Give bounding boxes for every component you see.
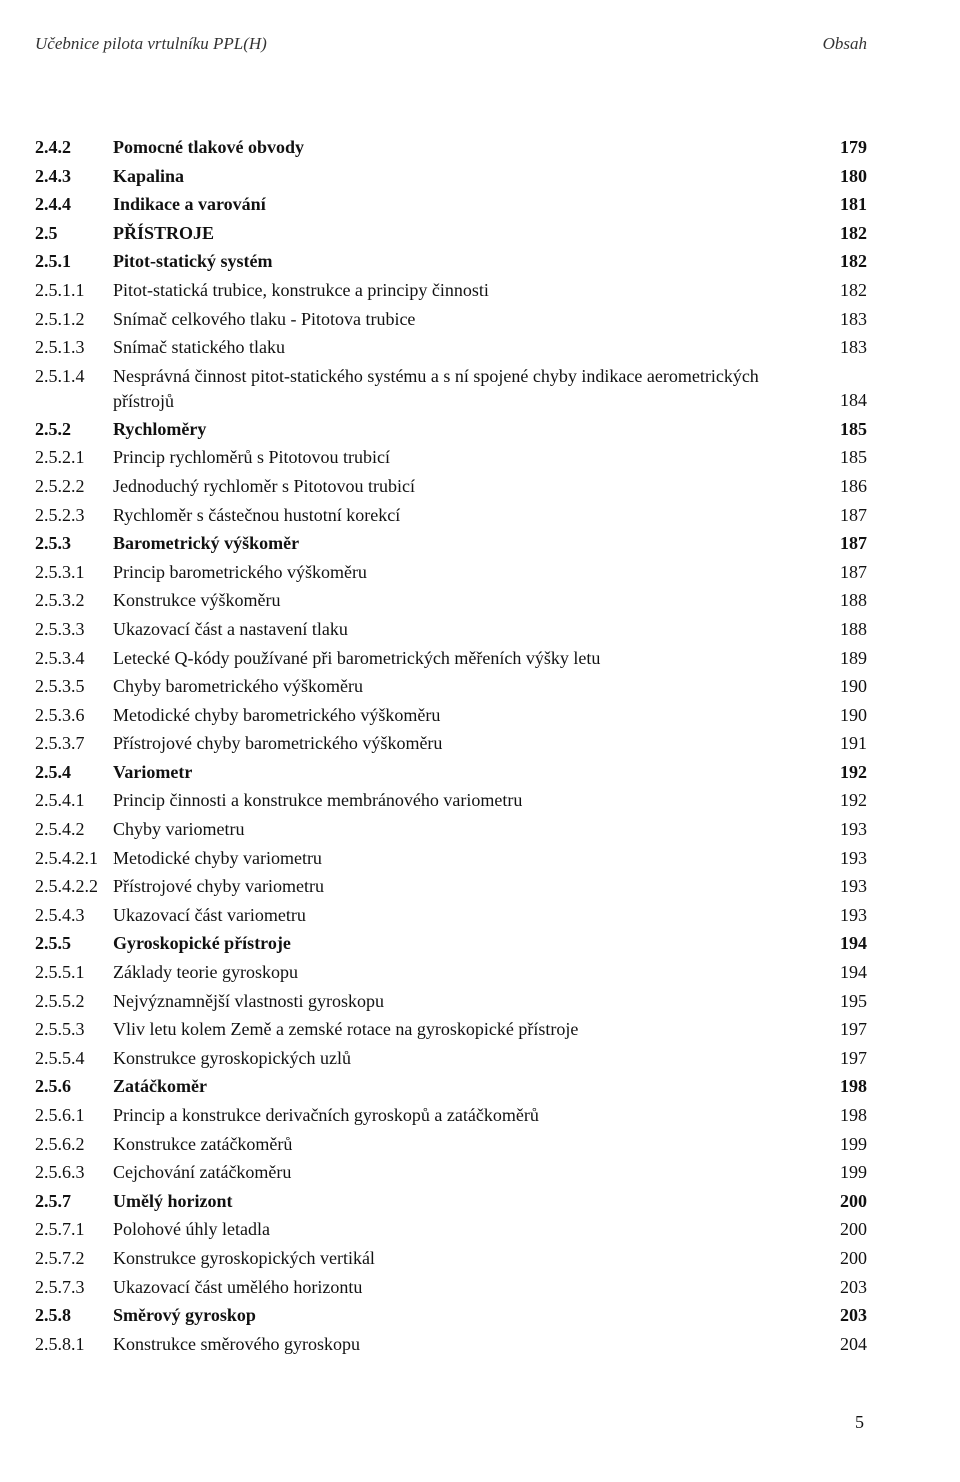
toc-entry-number: 2.5.1 xyxy=(35,251,71,272)
toc-entry-title: Pitot-statický systém xyxy=(113,251,273,272)
toc-entry-number: 2.5.4.2 xyxy=(35,819,85,840)
toc-entry-page: 193 xyxy=(840,904,867,925)
toc-entry xyxy=(35,501,867,530)
toc-entry-title: Rychloměry xyxy=(113,418,207,439)
toc-entry xyxy=(35,1044,867,1073)
toc-entry-page: 187 xyxy=(840,561,867,582)
toc-entry-number: 2.5.4.1 xyxy=(35,790,85,811)
toc-entry-title: Pitot-statická trubice, konstrukce a principy činnosti xyxy=(113,279,489,300)
toc-entry-number: 2.4.4 xyxy=(35,194,71,215)
toc-entry-page: 200 xyxy=(840,1247,867,1268)
toc-entry-page: 198 xyxy=(840,1076,867,1097)
toc-entry-page: 204 xyxy=(840,1333,867,1354)
toc-entry-number: 2.5.6.2 xyxy=(35,1133,85,1154)
toc-entry-number: 2.5.3.3 xyxy=(35,618,85,639)
toc-entry-title: Nesprávná činnost pitot-statického systému a s ní spojené chyby indikace aerometrických přístrojů xyxy=(113,365,759,411)
toc-entry-page: 190 xyxy=(840,676,867,697)
toc-entry-page: 182 xyxy=(840,222,867,243)
toc-entry-page: 190 xyxy=(840,704,867,725)
toc-entry-title: Vliv letu kolem Země a zemské rotace na gyroskopické přístroje xyxy=(113,1019,579,1040)
toc-entry-number: 2.5.3 xyxy=(35,533,71,554)
toc-entry xyxy=(35,958,867,987)
toc-entry xyxy=(35,1273,867,1302)
toc-entry-title: Metodické chyby variometru xyxy=(113,847,322,868)
toc-entry-page: 183 xyxy=(840,337,867,358)
toc-entry xyxy=(35,672,867,701)
toc-entry-page: 185 xyxy=(840,447,867,468)
toc-entry-page: 200 xyxy=(840,1190,867,1211)
toc-entry-title: PŘÍSTROJE xyxy=(113,222,215,243)
toc-entry xyxy=(35,644,867,673)
toc-entry-page: 192 xyxy=(840,761,867,782)
toc-entry-number: 2.5.2 xyxy=(35,418,71,439)
toc-entry-number: 2.5.3.7 xyxy=(35,733,85,754)
toc-entry-title: Variometr xyxy=(113,761,193,782)
toc-entry-page: 194 xyxy=(840,962,867,983)
toc-entry-number: 2.5.4.2.2 xyxy=(35,876,98,897)
toc-entry-page: 199 xyxy=(840,1133,867,1154)
toc-entry-number: 2.5.1.3 xyxy=(35,337,85,358)
toc-entry-title: Indikace a varování xyxy=(113,194,266,215)
toc-entry-title: Ukazovací část umělého horizontu xyxy=(113,1276,363,1297)
toc-entry-title: Barometrický výškoměr xyxy=(113,533,300,554)
toc-entry xyxy=(35,872,867,901)
toc-entry xyxy=(35,1158,867,1187)
toc-entry-page: 187 xyxy=(840,533,867,554)
toc-entry-title: Konstrukce výškoměru xyxy=(113,590,281,611)
toc-entry xyxy=(35,529,867,558)
toc-entry-page: 188 xyxy=(840,590,867,611)
toc-entry-title: Konstrukce směrového gyroskopu xyxy=(113,1333,360,1354)
toc-entry-title: Konstrukce gyroskopických uzlů xyxy=(113,1047,351,1068)
toc-entry-page: 193 xyxy=(840,819,867,840)
toc-entry-page: 188 xyxy=(840,618,867,639)
toc-entry-number: 2.5.6.3 xyxy=(35,1162,85,1183)
toc-entry xyxy=(35,758,867,787)
toc-entry-page: 195 xyxy=(840,990,867,1011)
toc-entry-page: 189 xyxy=(840,647,867,668)
toc-entry-title: Směrový gyroskop xyxy=(113,1305,256,1326)
toc-entry-page: 191 xyxy=(840,733,867,754)
toc-entry-title: Konstrukce gyroskopických vertikál xyxy=(113,1247,375,1268)
toc-entry xyxy=(35,276,867,305)
toc-entry-page: 184 xyxy=(840,390,867,411)
toc-entry xyxy=(35,1215,867,1244)
toc-entry xyxy=(35,305,867,334)
toc-entry-title: Ukazovací část a nastavení tlaku xyxy=(113,618,348,639)
toc-entry-title: Ukazovací část variometru xyxy=(113,904,306,925)
toc-entry-number: 2.5.2.3 xyxy=(35,504,85,525)
toc-entry-number: 2.4.3 xyxy=(35,165,71,186)
toc-entry xyxy=(35,133,867,162)
toc-entry xyxy=(35,247,867,276)
toc-entry xyxy=(35,729,867,758)
toc-entry-number: 2.5.8 xyxy=(35,1305,71,1326)
toc-entry-title: Princip činnosti a konstrukce membránového variometru xyxy=(113,790,523,811)
toc-entry-title: Polohové úhly letadla xyxy=(113,1219,270,1240)
toc-entry-number: 2.5.3.4 xyxy=(35,647,85,668)
toc-entry-number: 2.5.5.2 xyxy=(35,990,85,1011)
toc-entry-number: 2.4.2 xyxy=(35,137,71,157)
toc-entry-page: 193 xyxy=(840,847,867,868)
toc-entry-number: 2.5.2.1 xyxy=(35,447,85,468)
toc-entry-page: 183 xyxy=(840,308,867,329)
toc-entry-number: 2.5.2.2 xyxy=(35,475,85,496)
toc-entry-title: Základy teorie gyroskopu xyxy=(113,962,298,983)
toc-entry-page: 194 xyxy=(840,933,867,954)
page-number: 5 xyxy=(855,1412,864,1432)
toc-entry-page: 203 xyxy=(840,1305,867,1326)
book-title: Učebnice pilota vrtulníku PPL(H) xyxy=(35,34,267,53)
toc-entry-page: 198 xyxy=(840,1105,867,1125)
toc-entry xyxy=(35,901,867,930)
toc-entry-number: 2.5.5.1 xyxy=(35,962,85,983)
toc-entry xyxy=(35,362,867,415)
toc-entry xyxy=(35,786,867,815)
toc-entry xyxy=(35,333,867,362)
toc-entry xyxy=(35,1330,867,1359)
toc-entry-number: 2.5.3.5 xyxy=(35,676,85,697)
toc-entry-title: Jednoduchý rychloměr s Pitotovou trubicí xyxy=(113,475,415,496)
toc-entry-number: 2.5.5 xyxy=(35,933,71,954)
toc-entry xyxy=(35,190,867,219)
toc-entry-page: 179 xyxy=(840,137,867,157)
toc-entry-title: Pomocné tlakové obvody xyxy=(113,137,304,157)
toc-entry xyxy=(35,1301,867,1330)
toc-entry-title: Princip a konstrukce derivačních gyroskopů a zatáčkoměrů xyxy=(113,1105,539,1125)
toc-entry-title: Metodické chyby barometrického výškoměru xyxy=(113,704,441,725)
toc-entry-title: Cejchování zatáčkoměru xyxy=(113,1162,292,1183)
toc-entry xyxy=(35,1015,867,1044)
toc-entry-page: 182 xyxy=(840,279,867,300)
toc-entry-title: Konstrukce zatáčkoměrů xyxy=(113,1133,293,1154)
toc-entry-page: 203 xyxy=(840,1276,867,1297)
toc-entry-page: 186 xyxy=(840,475,867,496)
toc-entry-number: 2.5.7.3 xyxy=(35,1276,85,1297)
toc-entry-title: Umělý horizont xyxy=(113,1190,233,1211)
toc-entry-title: Princip barometrického výškoměru xyxy=(113,561,367,582)
toc-entry xyxy=(35,443,867,472)
toc-entry-number: 2.5.4 xyxy=(35,761,71,782)
toc-entry xyxy=(35,586,867,615)
toc-entry-page: 182 xyxy=(840,251,867,272)
toc-entry xyxy=(35,1101,867,1130)
toc-entry xyxy=(35,987,867,1016)
toc-entry-page: 200 xyxy=(840,1219,867,1240)
toc-entry-page: 197 xyxy=(840,1047,867,1068)
toc-entry xyxy=(35,1130,867,1159)
toc-entry xyxy=(35,1187,867,1216)
toc-entry-title: Snímač statického tlaku xyxy=(113,337,285,358)
toc-entry-page: 193 xyxy=(840,876,867,897)
toc-entry-title: Rychloměr s částečnou hustotní korekcí xyxy=(113,504,401,525)
toc-entry-number: 2.5.6.1 xyxy=(35,1105,85,1125)
toc-entry-number: 2.5.6 xyxy=(35,1076,71,1097)
toc-entry-title: Snímač celkového tlaku - Pitotova trubice xyxy=(113,308,416,329)
toc-entry-number: 2.5.4.2.1 xyxy=(35,847,98,868)
toc-entry-number: 2.5.3.6 xyxy=(35,704,85,725)
toc-entry-title: Kapalina xyxy=(113,165,185,186)
toc-entry-number: 2.5.7.1 xyxy=(35,1219,85,1240)
toc-entry-title: Chyby variometru xyxy=(113,819,245,840)
toc-entry-title: Letecké Q-kódy používané při barometrických měřeních výšky letu xyxy=(113,647,601,668)
toc-entry-page: 192 xyxy=(840,790,867,811)
toc-entry-page: 185 xyxy=(840,418,867,439)
page-header xyxy=(35,34,867,64)
toc-entry xyxy=(35,815,867,844)
section-title: Obsah xyxy=(822,34,867,53)
toc-entry-page: 197 xyxy=(840,1019,867,1040)
toc-entry-number: 2.5.8.1 xyxy=(35,1333,85,1354)
toc-entry-number: 2.5 xyxy=(35,222,58,243)
toc-entry-number: 2.5.3.2 xyxy=(35,590,85,611)
toc-entry-title: Chyby barometrického výškoměru xyxy=(113,676,363,697)
toc-entry-number: 2.5.1.4 xyxy=(35,365,85,386)
toc-entry xyxy=(35,472,867,501)
toc-entry xyxy=(35,929,867,958)
toc-entry-number: 2.5.3.1 xyxy=(35,561,85,582)
toc-entry xyxy=(35,219,867,248)
toc-entry-number: 2.5.7.2 xyxy=(35,1247,85,1268)
toc-entry-number: 2.5.4.3 xyxy=(35,904,85,925)
toc-entry-title: Zatáčkoměr xyxy=(113,1076,207,1097)
toc-entry-title: Gyroskopické přístroje xyxy=(113,933,291,954)
toc-entry-number: 2.5.1.2 xyxy=(35,308,85,329)
table-of-contents xyxy=(35,133,867,1358)
toc-entry xyxy=(35,615,867,644)
toc-entry-number: 2.5.5.4 xyxy=(35,1047,85,1068)
toc-entry-title: Přístrojové chyby variometru xyxy=(113,876,324,897)
toc-entry-number: 2.5.7 xyxy=(35,1190,71,1211)
toc-entry xyxy=(35,415,867,444)
toc-entry-title: Nejvýznamnější vlastnosti gyroskopu xyxy=(113,990,384,1011)
toc-entry-page: 199 xyxy=(840,1162,867,1183)
toc-entry-page: 181 xyxy=(840,194,867,215)
toc-entry xyxy=(35,844,867,873)
toc-entry-title: Princip rychloměrů s Pitotovou trubicí xyxy=(113,447,390,468)
toc-entry-page: 180 xyxy=(840,165,867,186)
toc-entry-title: Přístrojové chyby barometrického výškoměru xyxy=(113,733,443,754)
toc-entry xyxy=(35,1244,867,1273)
toc-entry xyxy=(35,1072,867,1101)
toc-entry xyxy=(35,558,867,587)
toc-entry xyxy=(35,701,867,730)
toc-entry xyxy=(35,162,867,191)
toc-entry-page: 187 xyxy=(840,504,867,525)
toc-entry-number: 2.5.5.3 xyxy=(35,1019,85,1040)
toc-entry-number: 2.5.1.1 xyxy=(35,279,85,300)
